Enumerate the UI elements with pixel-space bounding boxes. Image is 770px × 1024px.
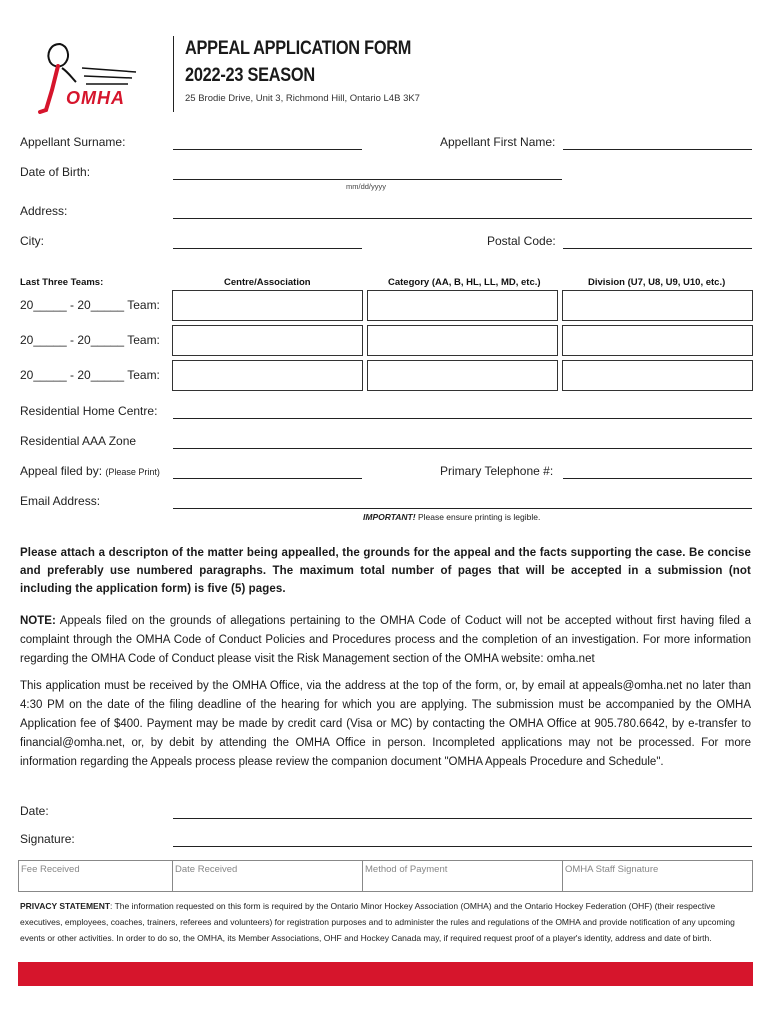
signature-field[interactable] (173, 846, 752, 847)
team-row-label: 20_____ - 20_____ Team: (20, 333, 160, 347)
address-label: Address: (20, 204, 68, 218)
note-label: NOTE: (20, 615, 56, 627)
team-centre-input[interactable] (172, 290, 363, 321)
staff-signature-cell[interactable]: OMHA Staff Signature (562, 860, 753, 892)
method-of-payment-cell[interactable]: Method of Payment (362, 860, 562, 892)
dob-field[interactable] (173, 179, 562, 180)
city-field[interactable] (173, 248, 362, 249)
surname-field[interactable] (173, 149, 362, 150)
surname-label: Appellant Surname: (20, 135, 126, 149)
date-field[interactable] (173, 818, 752, 819)
team-category-input[interactable] (367, 360, 558, 391)
aaa-zone-field[interactable] (173, 448, 752, 449)
omha-logo-text: OMHA (66, 88, 125, 108)
office-address: 25 Brodie Drive, Unit 3, Richmond Hill, Ontario L4B 3K7 (185, 93, 420, 104)
note-text: Appeals filed on the grounds of allegations pertaining to the OMHA Code of Coduct will not be accepted without first having filed a complaint through the OMHA Code of Conduct Policies and Procedures process and the completion of an investigation. For more information regarding the OMHA Code of Conduct please visit the Risk Management section of the OMHA website: omha.net (20, 615, 751, 665)
team-centre-input[interactable] (172, 325, 363, 356)
important-note (363, 512, 540, 522)
team-category-input[interactable] (367, 290, 558, 321)
teams-header-category: Category (AA, B, HL, LL, MD, etc.) (388, 277, 541, 288)
postal-label: Postal Code: (487, 234, 556, 248)
important-label: IMPORTANT! (363, 512, 416, 522)
first-name-label: Appellant First Name: (440, 135, 556, 149)
address-field[interactable] (173, 218, 752, 219)
telephone-label: Primary Telephone #: (440, 464, 554, 478)
omha-logo (36, 38, 140, 114)
team-division-input[interactable] (562, 290, 753, 321)
attach-instructions: Please attach a descripton of the matter being appealled, the grounds for the appeal and the facts supporting the case. Be concise and preferably use numbered paragraphs. The maximum total number of pages that will be accepted in a submission (not including the application form) is five (5) pages. (20, 547, 751, 595)
email-label: Email Address: (20, 494, 101, 508)
team-row-label: 20_____ - 20_____ Team: (20, 298, 160, 312)
teams-header-centre: Centre/Association (224, 277, 311, 288)
postal-field[interactable] (563, 248, 752, 249)
privacy-statement (20, 898, 752, 946)
telephone-field[interactable] (563, 478, 752, 479)
appeal-filed-by-label (20, 464, 160, 478)
residential-centre-label: Residential Home Centre: (20, 404, 158, 418)
team-division-input[interactable] (562, 325, 753, 356)
residential-centre-field[interactable] (173, 418, 752, 419)
team-row-label: 20_____ - 20_____ Team: (20, 368, 160, 382)
please-print-note: (Please Print) (105, 467, 160, 477)
appeal-filed-by-field[interactable] (173, 478, 362, 479)
submission-paragraph: This application must be received by the OMHA Office, via the address at the top of the form, or, by email at appeals@omha.net no later than 4:30 PM on the date of the filing deadline of the hearing for which you are applying. The submission must be accompanied by the OMHA Application fee of $400. Payment may be made by credit card (Visa or MC) by contacting the OMHA Office at 905.780.6642, by e-transfer to financial@omha.net, or, by debit by attending the OMHA Office in person. Incompleted applications may not be processed. For more information regarding the Appeals process please review the companion document "OMHA Appeals Procedure and Schedule". (20, 680, 751, 768)
team-category-input[interactable] (367, 325, 558, 356)
team-division-input[interactable] (562, 360, 753, 391)
dob-label: Date of Birth: (20, 165, 91, 179)
first-name-field[interactable] (563, 149, 752, 150)
important-text: Please ensure printing is legible. (417, 512, 541, 522)
teams-header-division: Division (U7, U8, U9, U10, etc.) (588, 277, 726, 288)
form-title: APPEAL APPLICATION FORM (185, 38, 412, 59)
header-divider (173, 36, 174, 112)
teams-header-last-three: Last Three Teams: (20, 277, 104, 288)
fee-received-cell[interactable]: Fee Received (18, 860, 172, 892)
season-title: 2022-23 SEASON (185, 65, 315, 86)
footer-bar (18, 962, 753, 986)
aaa-zone-label: Residential AAA Zone (20, 434, 137, 448)
city-label: City: (20, 234, 44, 248)
note-paragraph (20, 612, 751, 669)
appeal-filed-by-text: Appeal filed by: (20, 464, 103, 478)
privacy-text: : The information requested on this form is required by the Ontario Minor Hockey Association (OMHA) and the Ontario Hockey Federation (OHF) (their respective executives, employees, coaches, trainers, referees and volunteers) for registration purposes and to administer the rules and regulations of the OMHA and provide notification of any upcoming events or other activities. In order to do so, the OMHA, its Member Associations, OHF and Hockey Canada may, if required request proof of a player's identity, address and date of birth. (20, 901, 735, 943)
dob-hint: mm/dd/yyyy (346, 182, 387, 191)
privacy-label: PRIVACY STATEMENT (20, 901, 111, 911)
date-label: Date: (20, 804, 49, 818)
team-centre-input[interactable] (172, 360, 363, 391)
date-received-cell[interactable]: Date Received (172, 860, 362, 892)
email-field[interactable] (173, 508, 752, 509)
signature-label: Signature: (20, 832, 75, 846)
